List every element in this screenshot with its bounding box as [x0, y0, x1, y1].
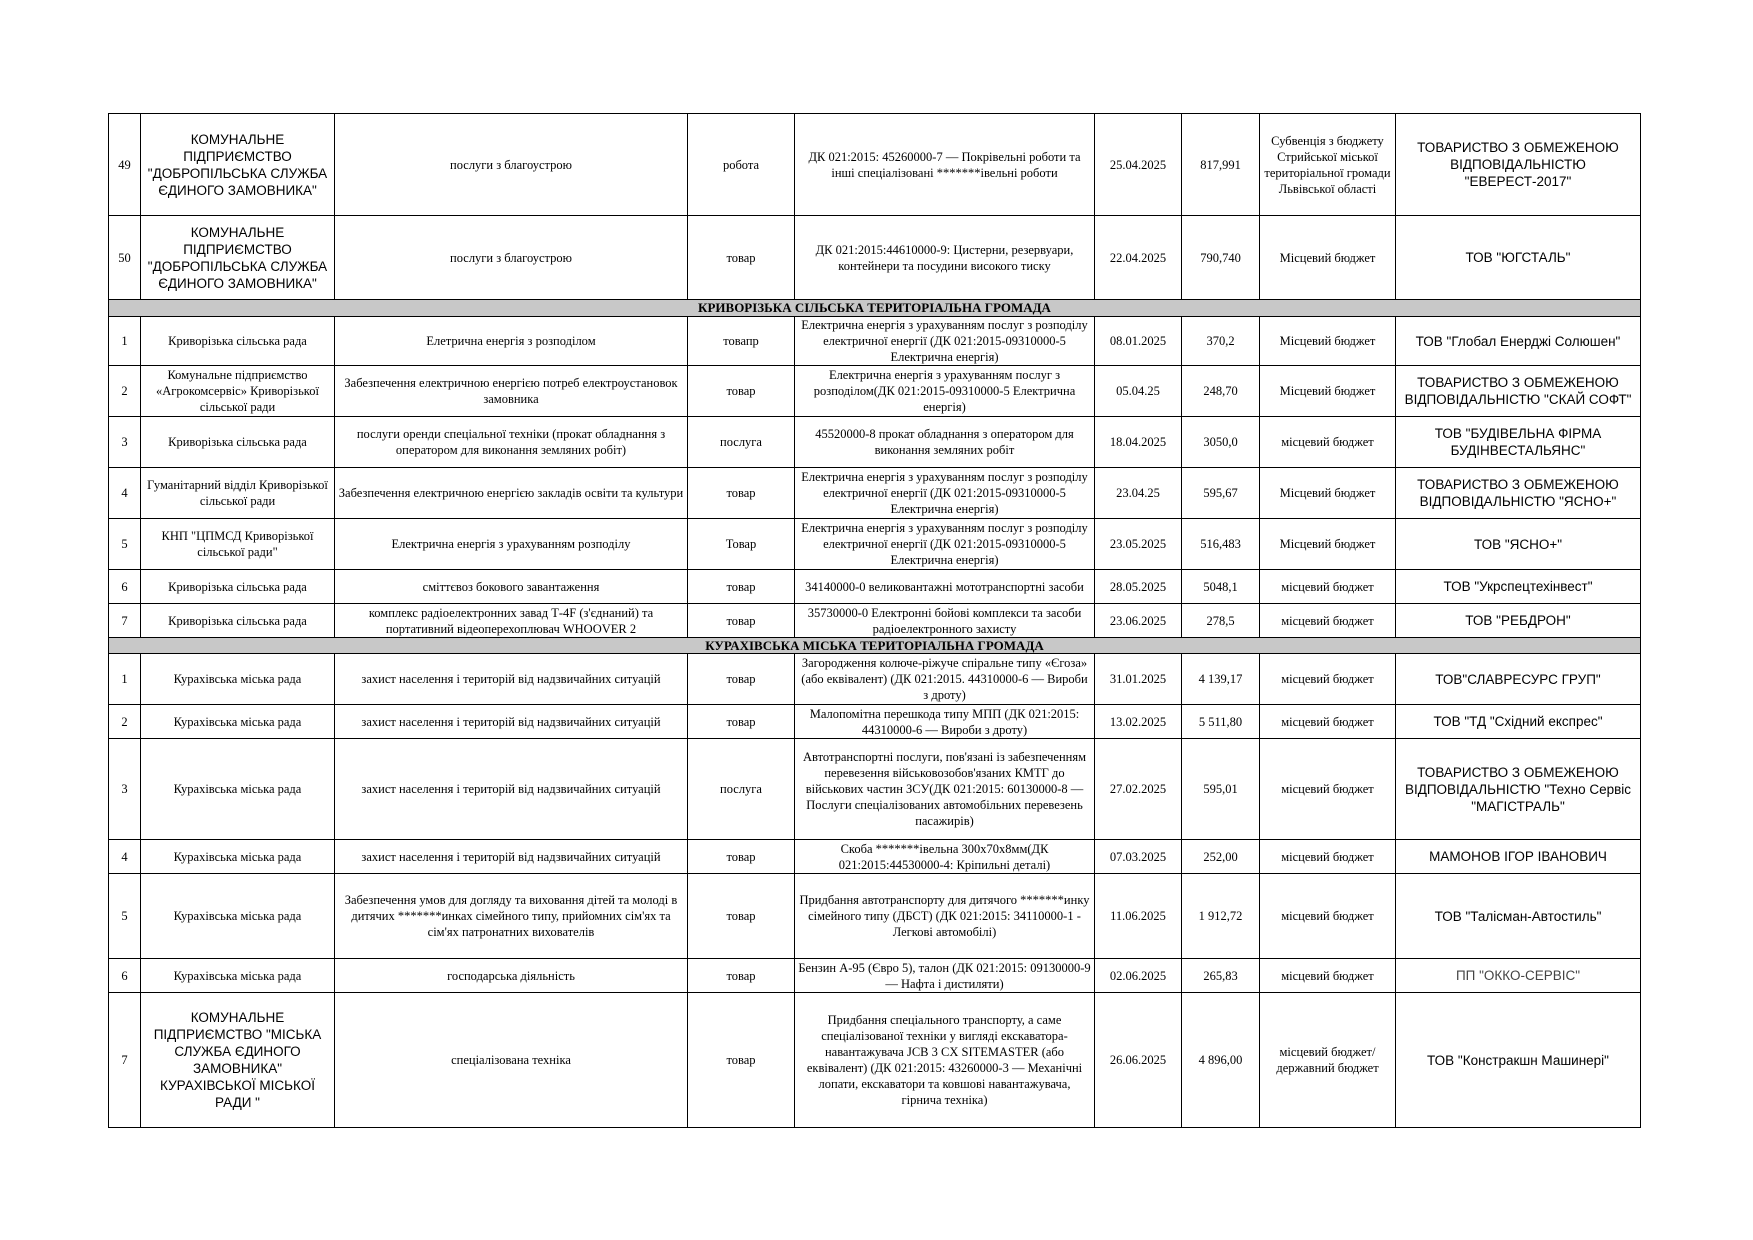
amount-cell: 3050,0: [1182, 417, 1260, 468]
funding-source-cell: місцевий бюджет: [1260, 604, 1396, 638]
customer-cell: Гуманітарний відділ Криворізької сільської ради: [141, 468, 335, 519]
table-row: [109, 114, 1641, 216]
type-cell: товар: [688, 840, 795, 874]
cpv-code-cell: Малопомітна перешкода типу МПП (ДК 021:2015: 44310000-6 — Вироби з дроту): [795, 705, 1095, 739]
cpv-code-cell: Електрична енергія з урахуванням послуг з розподілу електричної енергії (ДК 021:2015-09310000-5 Електрична енергія): [795, 519, 1095, 570]
row-number: 6: [109, 570, 141, 604]
cpv-code-cell: Електрична енергія з урахуванням послуг з розподілу електричної енергії (ДК 021:2015-09310000-5 Електрична енергія): [795, 317, 1095, 366]
table-row: [109, 739, 1641, 840]
table-row: [109, 317, 1641, 366]
vendor-cell: ТОВ "ЯСНО+": [1396, 519, 1641, 570]
row-number: 4: [109, 468, 141, 519]
funding-source-cell: місцевий бюджет: [1260, 654, 1396, 705]
cpv-code-cell: Загородження колюче-ріжуче спіральне типу «Єгоза» (або еквівалент) (ДК 021:2015. 44310000-6 — Вироби з дроту): [795, 654, 1095, 705]
date-cell: 23.04.25: [1095, 468, 1182, 519]
subject-cell: Забезпечення умов для догляду та виховання дітей та молоді в дитячих *******инках сімейного типу, прийомних сім'ях та сім'ях патронатних вихователів: [335, 874, 688, 959]
table-row: [109, 874, 1641, 959]
customer-cell: Криворізька сільська рада: [141, 317, 335, 366]
amount-cell: 790,740: [1182, 216, 1260, 300]
cpv-code-cell: Скоба *******івельна 300х70х8мм(ДК 021:2015:44530000-4: Кріпильні деталі): [795, 840, 1095, 874]
funding-source-cell: місцевий бюджет: [1260, 874, 1396, 959]
cpv-code-cell: ДК 021:2015:44610000-9: Цистерни, резервуари, контейнери та посудини високого тиску: [795, 216, 1095, 300]
date-cell: 07.03.2025: [1095, 840, 1182, 874]
table-row: [109, 366, 1641, 417]
amount-cell: 1 912,72: [1182, 874, 1260, 959]
subject-cell: Електрична енергія з урахуванням розподілу: [335, 519, 688, 570]
procurement-table: [108, 113, 1641, 1128]
funding-source-cell: місцевий бюджет: [1260, 570, 1396, 604]
subject-cell: Елетрична енергія з розподілом: [335, 317, 688, 366]
customer-cell: Комунальне підприємство «Агрокомсервіс» Криворізької сільської ради: [141, 366, 335, 417]
row-number: 7: [109, 604, 141, 638]
customer-cell: КОМУНАЛЬНЕ ПІДПРИЄМСТВО "ДОБРОПІЛЬСЬКА СЛУЖБА ЄДИНОГО ЗАМОВНИКА": [141, 114, 335, 216]
funding-source-cell: Місцевий бюджет: [1260, 317, 1396, 366]
cpv-code-cell: Придбання спеціального транспорту, а саме спеціалізованої техніки у вигляді екскаватора-навантажувача JCB 3 CX SITEMASTER (або еквівалент) (ДК 021:2015: 43260000-3 — Механічні лопати, екскаватори та ковшові навантажувача, гірнича техніка): [795, 993, 1095, 1128]
date-cell: 05.04.25: [1095, 366, 1182, 417]
type-cell: товар: [688, 216, 795, 300]
type-cell: послуга: [688, 417, 795, 468]
type-cell: робота: [688, 114, 795, 216]
vendor-cell: МАМОНОВ ІГОР ІВАНОВИЧ: [1396, 840, 1641, 874]
cpv-code-cell: Електрична енергія з урахуванням послуг з розподілу електричної енергії (ДК 021:2015-09310000-5 Електрична енергія): [795, 468, 1095, 519]
amount-cell: 370,2: [1182, 317, 1260, 366]
type-cell: Товар: [688, 519, 795, 570]
subject-cell: послуги з благоустрою: [335, 114, 688, 216]
type-cell: послуга: [688, 739, 795, 840]
row-number: 3: [109, 739, 141, 840]
customer-cell: Криворізька сільська рада: [141, 417, 335, 468]
vendor-cell: ТОВАРИСТВО З ОБМЕЖЕНОЮ ВІДПОВІДАЛЬНІСТЮ "СКАЙ СОФТ": [1396, 366, 1641, 417]
date-cell: 31.01.2025: [1095, 654, 1182, 705]
date-cell: 27.02.2025: [1095, 739, 1182, 840]
customer-cell: Криворізька сільська рада: [141, 604, 335, 638]
vendor-cell: ТОВ "Констракшн Машинері": [1396, 993, 1641, 1128]
customer-cell: Криворізька сільська рада: [141, 570, 335, 604]
subject-cell: захист населення і територій від надзвичайних ситуацій: [335, 654, 688, 705]
section-title: КРИВОРІЗЬКА СІЛЬСЬКА ТЕРИТОРІАЛЬНА ГРОМАДА: [109, 300, 1641, 317]
subject-cell: послуги з благоустрою: [335, 216, 688, 300]
row-number: 1: [109, 654, 141, 705]
row-number: 3: [109, 417, 141, 468]
vendor-cell: ТОВ "ТД "Східний експрес": [1396, 705, 1641, 739]
row-number: 1: [109, 317, 141, 366]
date-cell: 22.04.2025: [1095, 216, 1182, 300]
row-number: 5: [109, 519, 141, 570]
table-row: [109, 654, 1641, 705]
type-cell: товар: [688, 570, 795, 604]
type-cell: товар: [688, 366, 795, 417]
section-title: КУРАХІВСЬКА МІСЬКА ТЕРИТОРІАЛЬНА ГРОМАДА: [109, 638, 1641, 654]
amount-cell: 817,991: [1182, 114, 1260, 216]
date-cell: 23.06.2025: [1095, 604, 1182, 638]
subject-cell: господарська діяльність: [335, 959, 688, 993]
table-row: [109, 570, 1641, 604]
amount-cell: 516,483: [1182, 519, 1260, 570]
cpv-code-cell: Придбання автотранспорту для дитячого *******инку сімейного типу (ДБСТ) (ДК 021:2015: 34110000-1 - Легкові автомобілі): [795, 874, 1095, 959]
funding-source-cell: місцевий бюджет/державний бюджет: [1260, 993, 1396, 1128]
date-cell: 23.05.2025: [1095, 519, 1182, 570]
customer-cell: КОМУНАЛЬНЕ ПІДПРИЄМСТВО "МІСЬКА СЛУЖБА ЄДИНОГО ЗАМОВНИКА" КУРАХІВСЬКОЇ МІСЬКОЇ РАДИ ": [141, 993, 335, 1128]
row-number: 49: [109, 114, 141, 216]
table-row: [109, 417, 1641, 468]
cpv-code-cell: 35730000-0 Електронні бойові комплекси та засоби радіоелектронного захисту: [795, 604, 1095, 638]
customer-cell: КОМУНАЛЬНЕ ПІДПРИЄМСТВО "ДОБРОПІЛЬСЬКА СЛУЖБА ЄДИНОГО ЗАМОВНИКА": [141, 216, 335, 300]
amount-cell: 5048,1: [1182, 570, 1260, 604]
vendor-cell: ТОВАРИСТВО З ОБМЕЖЕНОЮ ВІДПОВІДАЛЬНІСТЮ "ЕВЕРЕСТ-2017": [1396, 114, 1641, 216]
funding-source-cell: місцевий бюджет: [1260, 417, 1396, 468]
funding-source-cell: Місцевий бюджет: [1260, 216, 1396, 300]
vendor-cell: ТОВ "БУДІВЕЛЬНА ФІРМА БУДІНВЕСТАЛЬЯНС": [1396, 417, 1641, 468]
cpv-code-cell: Бензин А-95 (Євро 5), талон (ДК 021:2015: 09130000-9 — Нафта і дистиляти): [795, 959, 1095, 993]
vendor-cell: ТОВ "Талісман-Автостиль": [1396, 874, 1641, 959]
date-cell: 25.04.2025: [1095, 114, 1182, 216]
date-cell: 02.06.2025: [1095, 959, 1182, 993]
customer-cell: Курахівська міська рада: [141, 654, 335, 705]
customer-cell: Курахівська міська рада: [141, 705, 335, 739]
amount-cell: 248,70: [1182, 366, 1260, 417]
cpv-code-cell: Електрична енергія з урахуванням послуг з розподілом(ДК 021:2015-09310000-5 Електрична енергія): [795, 366, 1095, 417]
amount-cell: 4 139,17: [1182, 654, 1260, 705]
subject-cell: захист населення і територій від надзвичайних ситуацій: [335, 705, 688, 739]
row-number: 5: [109, 874, 141, 959]
customer-cell: Курахівська міська рада: [141, 840, 335, 874]
vendor-cell: ТОВ "РЕБДРОН": [1396, 604, 1641, 638]
vendor-cell: ТОВАРИСТВО З ОБМЕЖЕНОЮ ВІДПОВІДАЛЬНІСТЮ "ЯСНО+": [1396, 468, 1641, 519]
table-row: [109, 959, 1641, 993]
table-row: [109, 216, 1641, 300]
table-row: [109, 840, 1641, 874]
funding-source-cell: Місцевий бюджет: [1260, 468, 1396, 519]
row-number: 7: [109, 993, 141, 1128]
amount-cell: 5 511,80: [1182, 705, 1260, 739]
customer-cell: Курахівська міська рада: [141, 874, 335, 959]
funding-source-cell: Субвенція з бюджету Стрийської міської територіальної громади Львівської області: [1260, 114, 1396, 216]
type-cell: товапр: [688, 317, 795, 366]
cpv-code-cell: 34140000-0 великовантажні мототранспортні засоби: [795, 570, 1095, 604]
vendor-cell: ТОВ "ЮГСТАЛЬ": [1396, 216, 1641, 300]
funding-source-cell: Місцевий бюджет: [1260, 519, 1396, 570]
table-row: [109, 468, 1641, 519]
date-cell: 28.05.2025: [1095, 570, 1182, 604]
funding-source-cell: місцевий бюджет: [1260, 739, 1396, 840]
amount-cell: 595,67: [1182, 468, 1260, 519]
vendor-cell: ТОВАРИСТВО З ОБМЕЖЕНОЮ ВІДПОВІДАЛЬНІСТЮ "Техно Сервіс "МАГІСТРАЛЬ": [1396, 739, 1641, 840]
subject-cell: Забезпечення електричною енергією потреб електроустановок замовника: [335, 366, 688, 417]
subject-cell: захист населення і територій від надзвичайних ситуацій: [335, 840, 688, 874]
customer-cell: КНП "ЦПМСД Криворізької сільської ради": [141, 519, 335, 570]
date-cell: 13.02.2025: [1095, 705, 1182, 739]
table-row: [109, 519, 1641, 570]
funding-source-cell: місцевий бюджет: [1260, 959, 1396, 993]
amount-cell: 265,83: [1182, 959, 1260, 993]
subject-cell: послуги оренди спеціальної техніки (прокат обладнання з оператором для виконання земляних робіт): [335, 417, 688, 468]
date-cell: 18.04.2025: [1095, 417, 1182, 468]
table-row: [109, 993, 1641, 1128]
row-number: 4: [109, 840, 141, 874]
row-number: 50: [109, 216, 141, 300]
cpv-code-cell: Автотранспортні послуги, пов'язані із забезпеченням перевезення військовозобов'язаних КМТГ до військових частин ЗСУ(ДК 021:2015: 60130000-8 — Послуги спеціалізованих автомобільних перевезень пасажирів): [795, 739, 1095, 840]
amount-cell: 595,01: [1182, 739, 1260, 840]
type-cell: товар: [688, 874, 795, 959]
vendor-cell: ТОВ "Глобал Енерджі Солюшен": [1396, 317, 1641, 366]
funding-source-cell: Місцевий бюджет: [1260, 366, 1396, 417]
date-cell: 26.06.2025: [1095, 993, 1182, 1128]
funding-source-cell: місцевий бюджет: [1260, 705, 1396, 739]
table-row: [109, 705, 1641, 739]
subject-cell: комплекс радіоелектронних завад Т-4F (з'єднаний) та портативний відеоперехоплювач WHOOVER 2: [335, 604, 688, 638]
type-cell: товар: [688, 959, 795, 993]
row-number: 2: [109, 366, 141, 417]
type-cell: товар: [688, 993, 795, 1128]
cpv-code-cell: ДК 021:2015: 45260000-7 — Покрівельні роботи та інші спеціалізовані *******івельні роботи: [795, 114, 1095, 216]
row-number: 6: [109, 959, 141, 993]
subject-cell: сміттєвоз бокового завантаження: [335, 570, 688, 604]
section-header-row: [109, 638, 1641, 654]
date-cell: 08.01.2025: [1095, 317, 1182, 366]
amount-cell: 252,00: [1182, 840, 1260, 874]
subject-cell: спеціалізована техніка: [335, 993, 688, 1128]
customer-cell: Курахівська міська рада: [141, 739, 335, 840]
cpv-code-cell: 45520000-8 прокат обладнання з оператором для виконання земляних робіт: [795, 417, 1095, 468]
row-number: 2: [109, 705, 141, 739]
type-cell: товар: [688, 654, 795, 705]
type-cell: товар: [688, 468, 795, 519]
funding-source-cell: місцевий бюджет: [1260, 840, 1396, 874]
subject-cell: Забезпечення електричною енергією закладів освіти та культури: [335, 468, 688, 519]
subject-cell: захист населення і територій від надзвичайних ситуацій: [335, 739, 688, 840]
amount-cell: 278,5: [1182, 604, 1260, 638]
vendor-cell: ТОВ "Укрспецтехінвест": [1396, 570, 1641, 604]
customer-cell: Курахівська міська рада: [141, 959, 335, 993]
type-cell: товар: [688, 705, 795, 739]
date-cell: 11.06.2025: [1095, 874, 1182, 959]
type-cell: товар: [688, 604, 795, 638]
vendor-cell: ПП "ОККО-СЕРВІС": [1396, 959, 1641, 993]
amount-cell: 4 896,00: [1182, 993, 1260, 1128]
vendor-cell: ТОВ"СЛАВРЕСУРС ГРУП": [1396, 654, 1641, 705]
section-header-row: [109, 300, 1641, 317]
table-row: [109, 604, 1641, 638]
